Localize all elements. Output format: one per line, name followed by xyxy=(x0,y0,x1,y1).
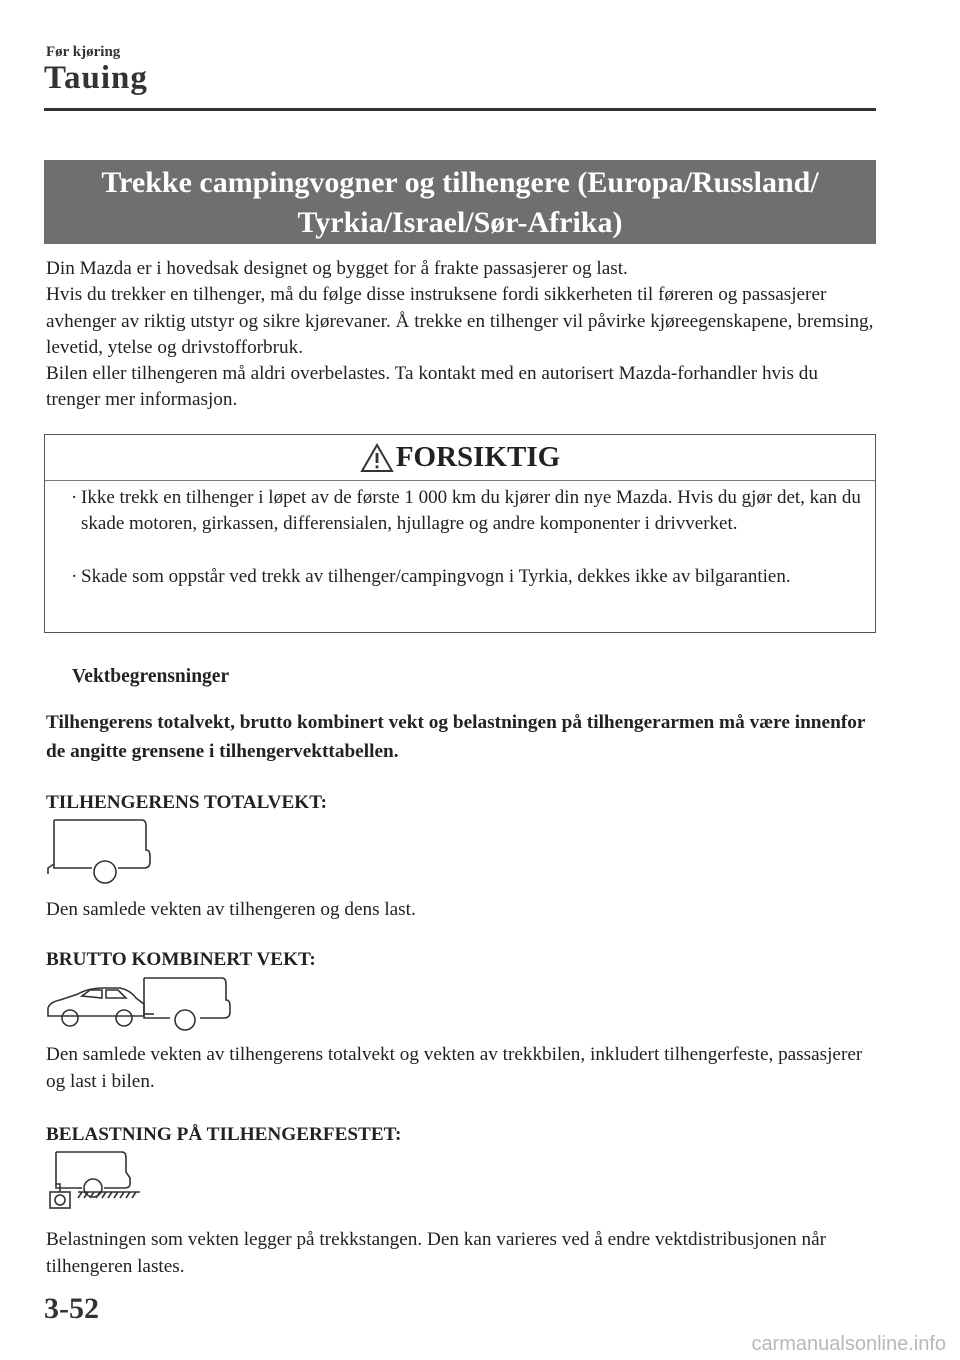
chapter-title: Tauing xyxy=(44,60,148,96)
caution-item xyxy=(71,485,871,538)
desc-trailer-tongue-load: Belastningen som vekten legger på trekkstangen. Den kan varieres ved å endre vektdistribusjonen når tilhengeren lastes. xyxy=(46,1229,827,1277)
caution-item-text: Ikke trekk en tilhenger i løpet av de første 1 000 km du kjører din nye Mazda. Hvis du gjør det, kan du skade motoren, girkassen, differensialen, hjullagre og andre komponenter i drivverket. xyxy=(81,487,861,535)
header-rule xyxy=(44,108,876,111)
watermark: carmanualsonline.info xyxy=(751,1333,946,1355)
caution-header xyxy=(45,435,875,481)
caution-box xyxy=(44,434,876,633)
bullet: · xyxy=(71,487,78,508)
car-with-trailer-icon xyxy=(44,974,234,1034)
banner-title-line-2: Tyrkia/Israel/Sør-Afrika) xyxy=(297,206,623,239)
term-gross-combined-weight: BRUTTO KOMBINERT VEKT: xyxy=(46,949,316,970)
warning-triangle-icon xyxy=(360,443,394,473)
section-label: Før kjøring xyxy=(46,44,121,60)
term-trailer-tongue-load: BELASTNING PÅ TILHENGERFESTET: xyxy=(46,1124,402,1145)
intro-paragraph-1: Din Mazda er i hovedsak designet og bygget for å frakte passasjerer og last. xyxy=(46,258,628,279)
bullet: · xyxy=(71,566,78,587)
desc-gross-combined-weight: Den samlede vekten av tilhengerens totalvekt og vekten av trekkbilen, inkludert tilhengerfeste, passasjerer og last i bilen. xyxy=(46,1044,863,1092)
caution-item xyxy=(71,564,871,590)
intro-paragraph-2: Hvis du trekker en tilhenger, må du følge disse instruksene fordi sikkerheten til føreren og passasjerer avhenger av riktig utstyr og sikre kjørevaner. Å trekke en tilhenger vil påvirke kjøreegenskapene, bremsing, levetid, ytelse og drivstofforbruk. xyxy=(46,284,874,358)
intro-paragraph-3: Bilen eller tilhengeren må aldri overbelastes. Ta kontakt med en autorisert Mazda-forhandler hvis du trenger mer informasjon. xyxy=(46,363,818,411)
weights-heading: Vektbegrensninger xyxy=(72,666,230,687)
weights-intro: Tilhengerens totalvekt, brutto kombinert vekt og belastningen på tilhengerarmen må være innenfor de angitte grensene i tilhengervekttabellen. xyxy=(46,712,866,762)
trailer-icon xyxy=(44,816,156,884)
section-banner xyxy=(44,160,876,244)
banner-title-line-1: Trekke campingvogner og tilhengere (Europa/Russland/ xyxy=(101,166,819,199)
caution-item-text: Skade som oppstår ved trekk av tilhenger/campingvogn i Tyrkia, dekkes ikke av bilgarantien. xyxy=(81,566,791,587)
trailer-tongue-scale-icon xyxy=(44,1148,144,1210)
caution-title: FORSIKTIG xyxy=(395,441,561,473)
page-number: 3-52 xyxy=(44,1292,99,1325)
intro-text xyxy=(46,256,876,414)
term-trailer-total-weight: TILHENGERENS TOTALVEKT: xyxy=(46,792,327,813)
desc-trailer-total-weight: Den samlede vekten av tilhengeren og dens last. xyxy=(46,899,416,920)
